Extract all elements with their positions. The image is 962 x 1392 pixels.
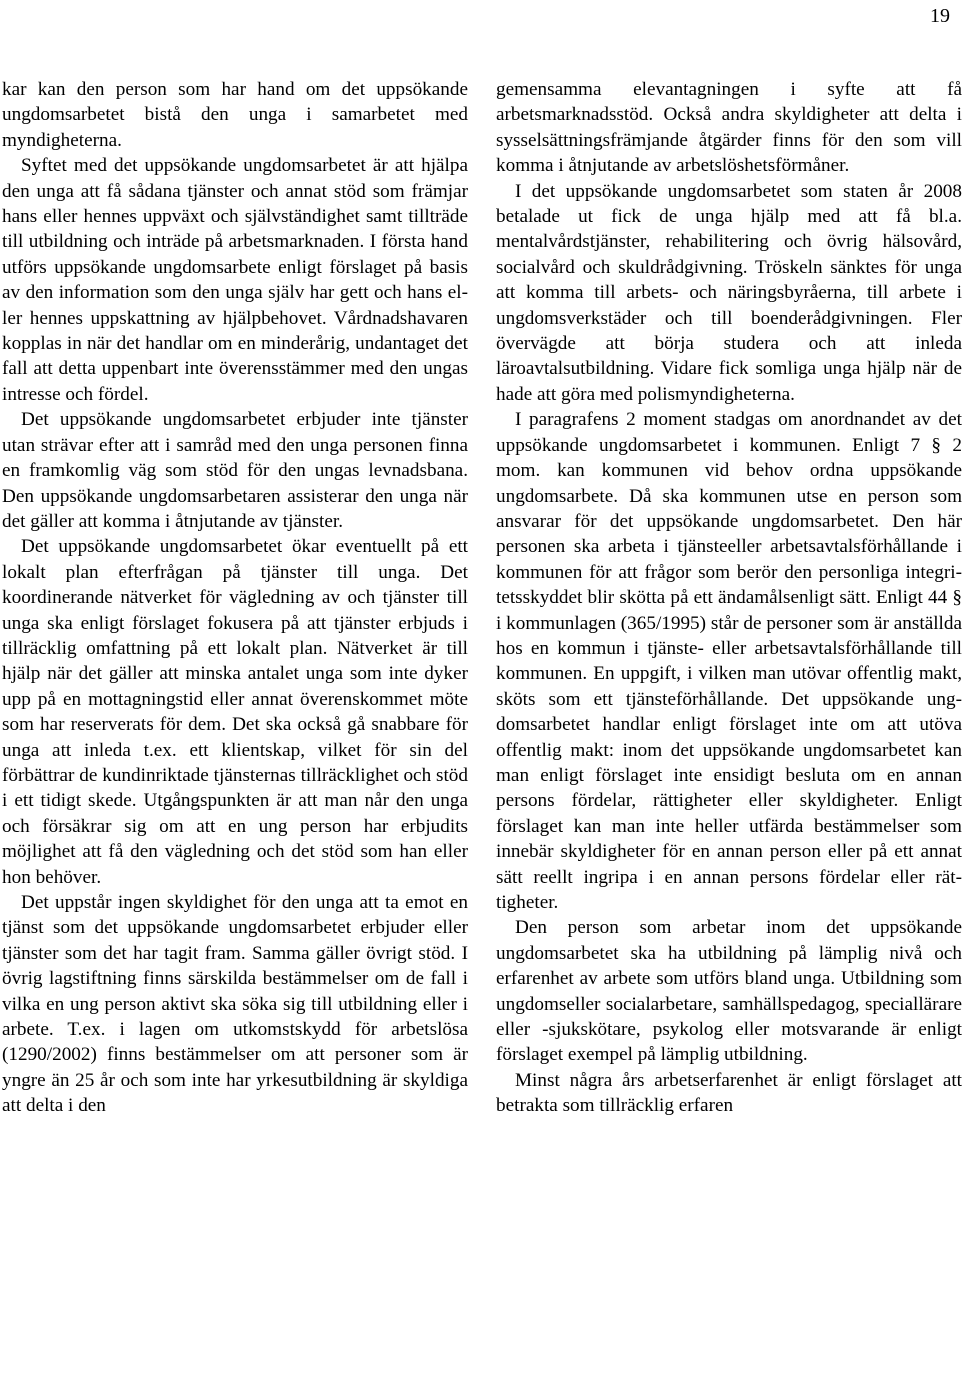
paragraph: gemensamma elevantagningen i syfte att få arbetsmarknadsstöd. Också andra skyldigheter att delta i sysselsättningsfrämjande åtgärder finns för den som vill komma i åtnjutande av arbetslöshetsförmåner.: [496, 79, 962, 177]
page-number: 19: [930, 5, 950, 27]
right-column: [496, 77, 962, 1119]
text-columns: [0, 77, 960, 1392]
paragraph: Syftet med det uppsökande ungdomsarbetet är att hjälpa den unga att få sådana tjänster och annat stöd som främjar hans eller hennes uppväxt och självständighet samt tillträde till utbildning och inträde på arbetsmarknaden. I första hand utförs uppsökande ungdomsarbete enligt förslaget på basis av den information som den unga själv har gett och hans eller hennes uppskattning av hjälpbehovet. Vårdnadshavaren kopplas in när det handlar om en minderårig, undantaget det fall att detta uppenbart inte överensstämmer med den ungas intresse och fördel.: [2, 155, 468, 405]
paragraph: I paragrafens 2 moment stadgas om anordnandet av det uppsökande ungdomsarbetet i kommunen. Enligt 7 § 2 mom. kan kommunen vid behov ordna uppsökande ungdomsarbete. Då ska kommunen utse en person som ansvarar för det uppsökande ungdomsarbetet. Den här personen ska arbeta i tjänsteeller arbetsavtalsförhållande i kommunen för att frågor som berör den personliga integritetsskyddet blir skötta på ett ändamålsenligt sätt. Enligt 44 § i kommunlagen (365/1995) står de personer som är anställda hos en kommun i tjänste- eller arbetsavtalsförhållande till kommunen. En uppgift, i vilken man utövar offentlig makt, sköts som ett tjänsteförhållande. Det uppsökande ungdomsarbetet handlar enligt förslaget inte om att utöva offentlig makt: inom det uppsökande ungdomsarbetet kan man enligt förslaget inte ensidigt besluta om en annan persons fördelar, rättigheter eller skyldigheter. Enligt förslaget kan man inte heller utfärda bestämmelser som innebär skyldigheter för en annan person eller på ett annat sätt reellt ingripa i en annan persons fördelar eller rättigheter.: [496, 409, 962, 913]
paragraph: Det uppsökande ungdomsarbetet erbjuder inte tjänster utan strävar efter att i samråd med den unga personen finna en framkomlig väg som stöd för den ungas levnadsbana. Den uppsökande ungdomsarbetaren assisterar den unga när det gäller att komma i åtnjutande av tjänster.: [2, 409, 468, 532]
paragraph: I det uppsökande ungdomsarbetet som staten år 2008 betalade ut fick de unga hjälp med att få bl.a. mentalvårdstjänster, rehabilitering och övrig hälsovård, socialvård och skuldrådgivning. Tröskeln sänktes för unga att komma till arbets- och näringsbyråerna, till arbete i ungdomsverkstäder och till boenderådgivningen. Fler övervägde att börja studera och att inleda läroavtalsutbildning. Vidare fick somliga unga hjälp när de hade att göra med polismyndigheterna.: [496, 180, 962, 405]
paragraph: Det uppstår ingen skyldighet för den unga att ta emot en tjänst som det uppsökande ungdomsarbetet erbjuder eller tjänster som det har tagit fram. Samma gäller övrigt stöd. I övrig lagstiftning finns särskilda bestämmelser om de fall i vilka en ung person aktivt ska söka sig till utbildning eller i arbete. T.ex. i lagen om utkomstskydd för arbetslösa (1290/2002) finns bestämmelser om att personer som är yngre än 25 år och som inte har yrkesutbildning är skyldiga att delta i den: [2, 892, 468, 1117]
paragraph: kar kan den person som har hand om det uppsökande ungdomsarbetet bistå den unga i samarbetet med myndigheterna.: [2, 79, 468, 151]
paragraph: Det uppsökande ungdomsarbetet ökar eventuellt på ett lokalt plan efterfrågan på tjänster till unga. Det koordinerande nätverket för vägledning av och tjänster till unga ska enligt förslaget fokusera på att tjänster erbjuds i tillräcklig omfattning på ett lokalt plan. Nätverket är till hjälp när det gäller att minska antalet unga som inte dyker upp på en mottagningstid eller annat överenskommet möte som har reserverats för dem. Det ska också gå snabbare för unga att inleda t.ex. ett klientskap, vilket för sin del förbättrar de kundinriktade tjänsternas tillräcklighet och stöd i ett tidigt skede. Utgångspunkten är att man når den unga och försäkrar sig om att en ung person har erbjudits möjlighet att få den vägledning och det stöd som han eller hon behöver.: [2, 536, 468, 888]
left-column: [2, 77, 468, 1119]
paragraph: Minst några års arbetserfarenhet är enligt förslaget att betrakta som tillräcklig erfaren: [496, 1069, 962, 1117]
paragraph: Den person som arbetar inom det uppsökande ungdomsarbetet ska ha utbildning på lämplig nivå och erfarenhet av arbete som utförs bland unga. Utbildning som ungdomseller socialarbetare, samhällspedagog, speciallärare eller -sjukskötare, psykolog eller motsvarande är enligt förslaget exempel på lämplig utbildning.: [496, 917, 962, 1066]
